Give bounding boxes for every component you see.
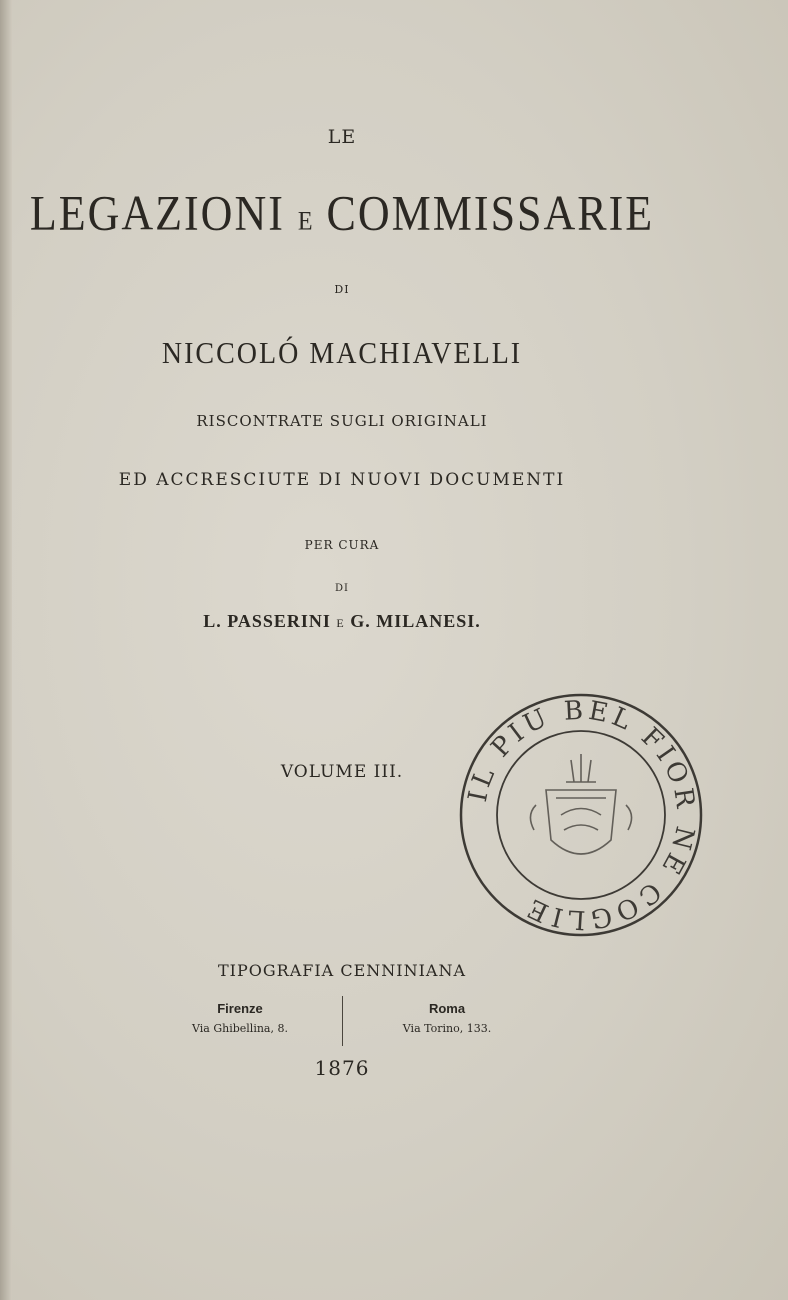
printer-name: TIPOGRAFIA CENNINIANA bbox=[218, 961, 466, 980]
main-title-part-1: LEGAZIONI bbox=[29, 186, 285, 241]
address-rome: Via Torino, 133. bbox=[402, 1022, 492, 1035]
city-florence: Firenze bbox=[217, 1001, 263, 1016]
library-stamp bbox=[456, 690, 706, 940]
subtitle-line-1: RISCONTRATE SUGLI ORIGINALI bbox=[196, 412, 488, 430]
main-title bbox=[0, 185, 684, 242]
author-name: NICCOLÓ MACHIAVELLI bbox=[161, 336, 523, 371]
editors-conjunction: E bbox=[336, 616, 345, 630]
main-title-conjunction: E bbox=[297, 207, 314, 237]
publication-year: 1876 bbox=[314, 1056, 370, 1080]
stamp-legend: IL PIU BEL FIOR NE COGLIE bbox=[462, 695, 701, 935]
editor-1: L. PASSERINI bbox=[203, 611, 331, 631]
address-florence: Via Ghibellina, 8. bbox=[192, 1022, 288, 1035]
editor-2: G. MILANESI. bbox=[350, 611, 481, 631]
city-rome: Roma bbox=[428, 1001, 466, 1016]
volume-number: VOLUME III. bbox=[280, 762, 404, 782]
imprint-location-rome bbox=[357, 1001, 537, 1035]
stamp-emblem-icon bbox=[530, 754, 631, 854]
edited-by-di: DI bbox=[335, 583, 349, 594]
edited-by-label: PER CURA bbox=[304, 538, 380, 552]
imprint-location-florence bbox=[150, 1001, 330, 1035]
editors bbox=[0, 611, 684, 632]
imprint-divider bbox=[342, 996, 343, 1046]
subtitle-line-2: ED ACCRESCIUTE DI NUOVI DOCUMENTI bbox=[118, 470, 566, 490]
by-word: DI bbox=[334, 283, 350, 296]
title-article: LE bbox=[327, 126, 357, 148]
main-title-part-2: COMMISSARIE bbox=[326, 186, 655, 241]
